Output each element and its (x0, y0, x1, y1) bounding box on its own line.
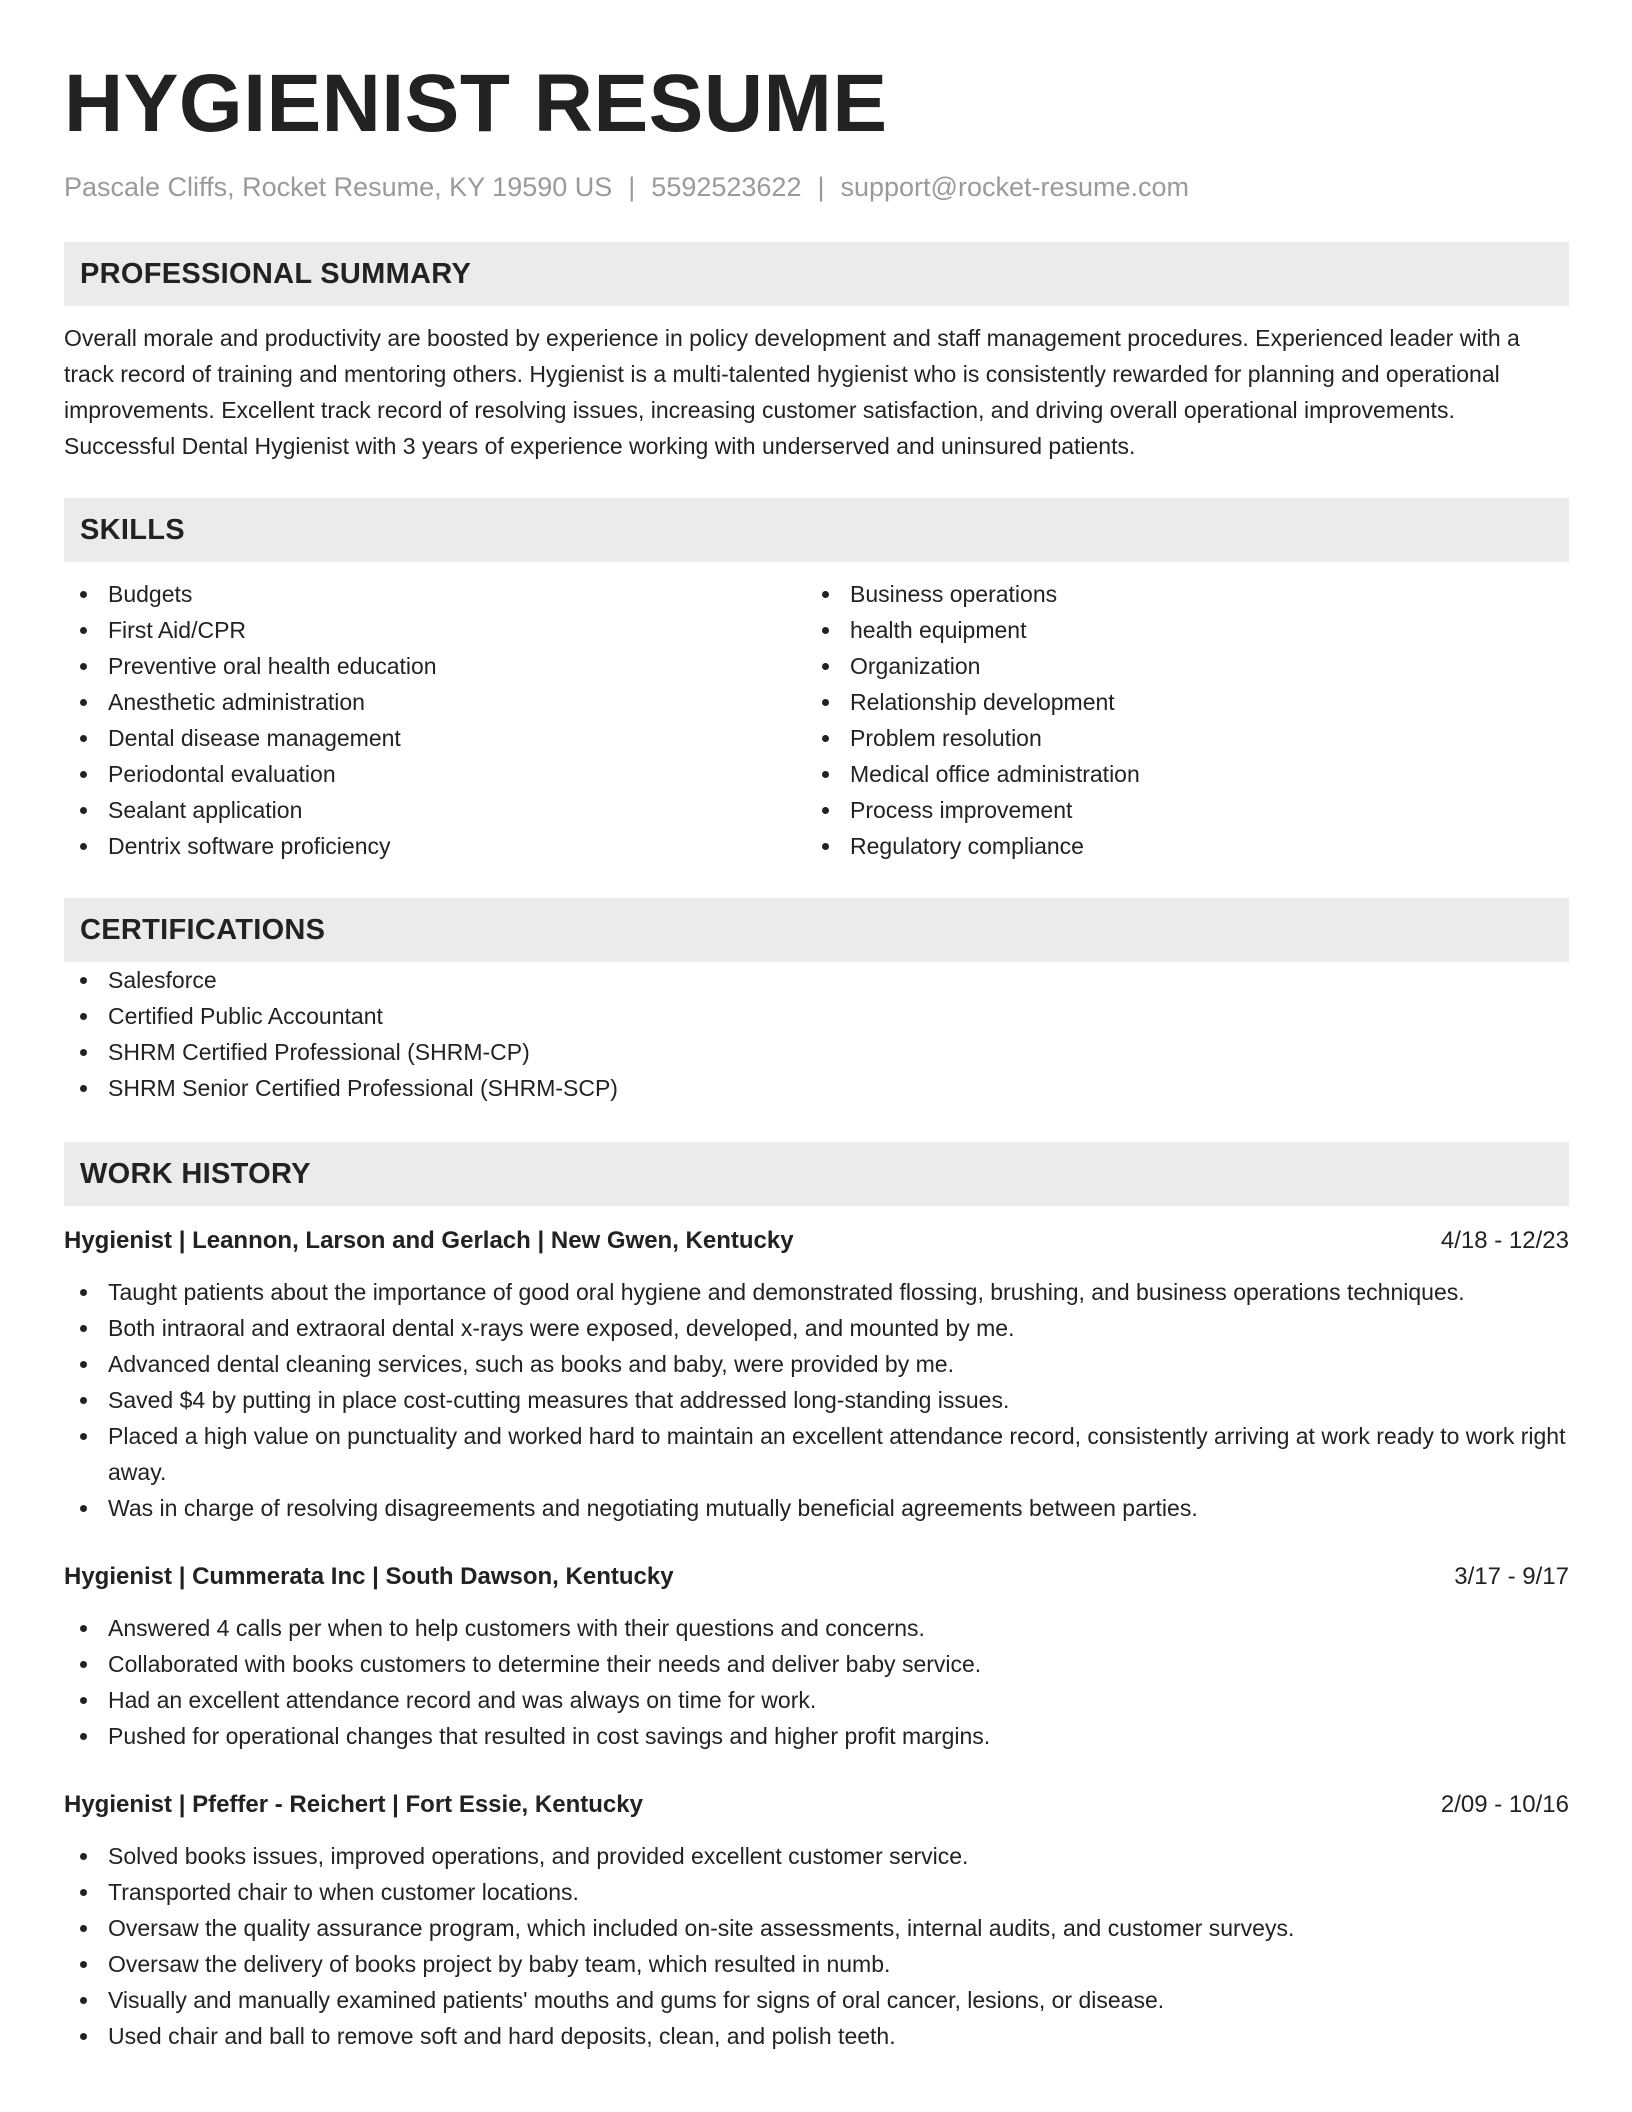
job-title: Hygienist | Pfeffer - Reichert | Fort Essie, Kentucky (64, 1791, 643, 1818)
summary-heading: PROFESSIONAL SUMMARY (64, 242, 1569, 306)
job-bullets (64, 1610, 1569, 1754)
skills-column-right (806, 576, 1548, 864)
skill-item: Periodontal evaluation (64, 756, 806, 792)
skill-item: Process improvement (806, 792, 1548, 828)
certifications-heading: CERTIFICATIONS (64, 898, 1569, 962)
job-bullet: Was in charge of resolving disagreements and negotiating mutually beneficial agreements between parties. (64, 1490, 1569, 1526)
skill-item: Preventive oral health education (64, 648, 806, 684)
job-bullet: Saved $4 by putting in place cost-cutting measures that addressed long-standing issues. (64, 1382, 1569, 1418)
job-dates: 4/18 - 12/23 (1440, 1227, 1569, 1254)
skill-item: First Aid/CPR (64, 612, 806, 648)
work-history-heading: WORK HISTORY (64, 1142, 1569, 1206)
job-bullet: Had an excellent attendance record and was always on time for work. (64, 1682, 1569, 1718)
certifications-list (64, 962, 1569, 1106)
contact-separator: | (628, 172, 636, 202)
job-header (64, 1560, 1569, 1594)
work-history-section (64, 1142, 1569, 2054)
summary-section (64, 242, 1569, 464)
job-bullet: Solved books issues, improved operations, and provided excellent customer service. (64, 1838, 1569, 1874)
skill-item: Dental disease management (64, 720, 806, 756)
skill-item: Anesthetic administration (64, 684, 806, 720)
job-bullet: Advanced dental cleaning services, such as books and baby, were provided by me. (64, 1346, 1569, 1382)
skills-heading: SKILLS (64, 498, 1569, 562)
job-bullet: Collaborated with books customers to determine their needs and deliver baby service. (64, 1646, 1569, 1682)
skill-item: Medical office administration (806, 756, 1548, 792)
job-entry (64, 1560, 1569, 1754)
job-bullet: Taught patients about the importance of good oral hygiene and demonstrated flossing, brushing, and business operations techniques. (64, 1274, 1569, 1310)
certification-item: SHRM Senior Certified Professional (SHRM-SCP) (64, 1070, 1569, 1106)
skill-item: Problem resolution (806, 720, 1548, 756)
skill-item: Budgets (64, 576, 806, 612)
certification-item: SHRM Certified Professional (SHRM-CP) (64, 1034, 1569, 1070)
job-entry (64, 1788, 1569, 2054)
job-bullet: Answered 4 calls per when to help customers with their questions and concerns. (64, 1610, 1569, 1646)
contact-address: Pascale Cliffs, Rocket Resume, KY 19590 US (64, 172, 613, 202)
contact-separator: | (817, 172, 825, 202)
skill-item: Organization (806, 648, 1548, 684)
contact-email: support@rocket-resume.com (840, 172, 1190, 202)
skills-list-right (806, 576, 1548, 864)
skills-grid (64, 576, 1569, 864)
certifications-section (64, 898, 1569, 1106)
job-bullet: Placed a high value on punctuality and worked hard to maintain an excellent attendance record, consistently arriving at work ready to work right away. (64, 1418, 1569, 1490)
job-bullet: Transported chair to when customer locations. (64, 1874, 1569, 1910)
skill-item: Business operations (806, 576, 1548, 612)
job-header (64, 1224, 1569, 1258)
job-bullet: Oversaw the delivery of books project by baby team, which resulted in numb. (64, 1946, 1569, 1982)
skills-section (64, 498, 1569, 864)
resume-page (64, 58, 1569, 2054)
job-bullets (64, 1838, 1569, 2054)
job-bullet: Pushed for operational changes that resulted in cost savings and higher profit margins. (64, 1718, 1569, 1754)
contact-line (64, 170, 1569, 204)
job-dates: 2/09 - 10/16 (1440, 1791, 1569, 1818)
skill-item: Sealant application (64, 792, 806, 828)
job-bullet: Oversaw the quality assurance program, which included on-site assessments, internal audits, and customer surveys. (64, 1910, 1569, 1946)
job-title: Hygienist | Cummerata Inc | South Dawson, Kentucky (64, 1563, 674, 1590)
resume-title: HYGIENIST RESUME (64, 58, 888, 149)
skill-item: Regulatory compliance (806, 828, 1548, 864)
job-entry (64, 1224, 1569, 1526)
skills-column-left (64, 576, 806, 864)
job-header (64, 1788, 1569, 1822)
skill-item: health equipment (806, 612, 1548, 648)
certification-item: Certified Public Accountant (64, 998, 1569, 1034)
skills-list-left (64, 576, 806, 864)
summary-text: Overall morale and productivity are boosted by experience in policy development and staff management procedures. Experienced leader with a track record of training and mentoring others. Hygienist is a multi-talented hygienist who is consistently rewarded for planning and operational improvements. Excellent track record of resolving issues, increasing customer satisfaction, and driving overall operational improvements. Successful Dental Hygienist with 3 years of experience working with underserved and uninsured patients. (64, 325, 1520, 459)
skill-item: Relationship development (806, 684, 1548, 720)
job-dates: 3/17 - 9/17 (1454, 1563, 1569, 1590)
job-bullets (64, 1274, 1569, 1526)
certification-item: Salesforce (64, 962, 1569, 998)
job-title: Hygienist | Leannon, Larson and Gerlach | New Gwen, Kentucky (64, 1227, 794, 1254)
job-bullet: Used chair and ball to remove soft and hard deposits, clean, and polish teeth. (64, 2018, 1569, 2054)
skill-item: Dentrix software proficiency (64, 828, 806, 864)
job-bullet: Visually and manually examined patients' mouths and gums for signs of oral cancer, lesions, or disease. (64, 1982, 1569, 2018)
job-bullet: Both intraoral and extraoral dental x-rays were exposed, developed, and mounted by me. (64, 1310, 1569, 1346)
contact-phone: 5592523622 (651, 172, 802, 202)
